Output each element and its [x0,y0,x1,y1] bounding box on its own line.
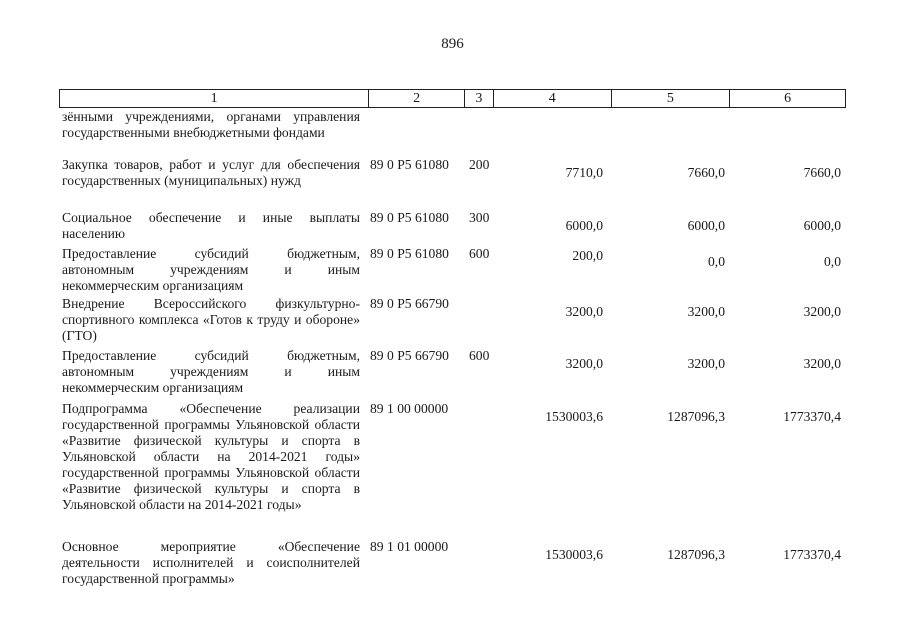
row-value-col6: 7660,0 [803,165,841,180]
row-code: 89 0 P5 66790 [370,348,449,363]
row-value-col6: 1773370,4 [783,547,841,562]
row-value-col6: 0,0 [824,254,841,269]
row-value-col5: 7660,0 [687,165,725,180]
row-value-col4: 6000,0 [565,218,603,233]
row-code: 89 1 00 00000 [370,401,449,416]
row-description: Подпрограмма «Обеспечение реализации государственной программы Ульяновской области «Развитие физической культуры и спорта в Ульяновской области на 2014-2021 годы» государственной программы Ульяновской области «Развитие физической культуры и спорта в Ульяновской области на 2014-2021 годы» [62,401,360,512]
row-value-col5: 1287096,3 [667,409,725,424]
row-type: 300 [469,210,490,225]
column-header-2: 2 [368,90,464,107]
row-value-col5: 1287096,3 [667,547,725,562]
row-value-col5: 0,0 [708,254,725,269]
row-value-col6: 3200,0 [803,304,841,319]
table-header-row [59,89,846,108]
row-value-col5: 3200,0 [687,304,725,319]
row-value-col6: 3200,0 [803,356,841,371]
row-value-col4: 1530003,6 [545,409,603,424]
column-header-6: 6 [729,90,845,107]
row-value-col5: 6000,0 [687,218,725,233]
row-code: 89 0 P5 61080 [370,246,449,261]
row-description: Основное мероприятие «Обеспечение деятельности исполнителей и соисполнителей государственной программы» [62,539,360,586]
row-description: Предоставление субсидий бюджетным, автономным учреждениям и иным некоммерческим организациям [62,348,360,395]
row-code: 89 0 P5 61080 [370,210,449,225]
row-value-col4: 3200,0 [565,304,603,319]
row-description: Внедрение Всероссийского физкультурно-спортивного комплекса «Готов к труду и обороне» (ГТО) [62,296,360,343]
row-type: 600 [469,246,490,261]
row-code: 89 1 01 00000 [370,539,449,554]
row-description: зёнными учреждениями, органами управления государственными внебюджетными фондами [62,109,360,140]
column-header-5: 5 [611,90,730,107]
row-type: 200 [469,157,490,172]
row-value-col6: 6000,0 [803,218,841,233]
column-header-3: 3 [464,90,493,107]
row-value-col4: 3200,0 [565,356,603,371]
row-code: 89 0 P5 66790 [370,296,449,311]
column-header-1: 1 [210,91,218,106]
row-value-col4: 200,0 [572,248,603,263]
row-value-col4: 1530003,6 [545,547,603,562]
row-description: Предоставление субсидий бюджетным, автономным учреждениям и иным некоммерческим организациям [62,246,360,293]
row-value-col5: 3200,0 [687,356,725,371]
page-number: 896 [441,36,464,52]
row-value-col4: 7710,0 [565,165,603,180]
row-value-col6: 1773370,4 [783,409,841,424]
row-description: Закупка товаров, работ и услуг для обеспечения государственных (муниципальных) нужд [62,157,360,188]
row-description: Социальное обеспечение и иные выплаты населению [62,210,360,241]
row-code: 89 0 P5 61080 [370,157,449,172]
column-header-4: 4 [493,90,611,107]
row-type: 600 [469,348,490,363]
